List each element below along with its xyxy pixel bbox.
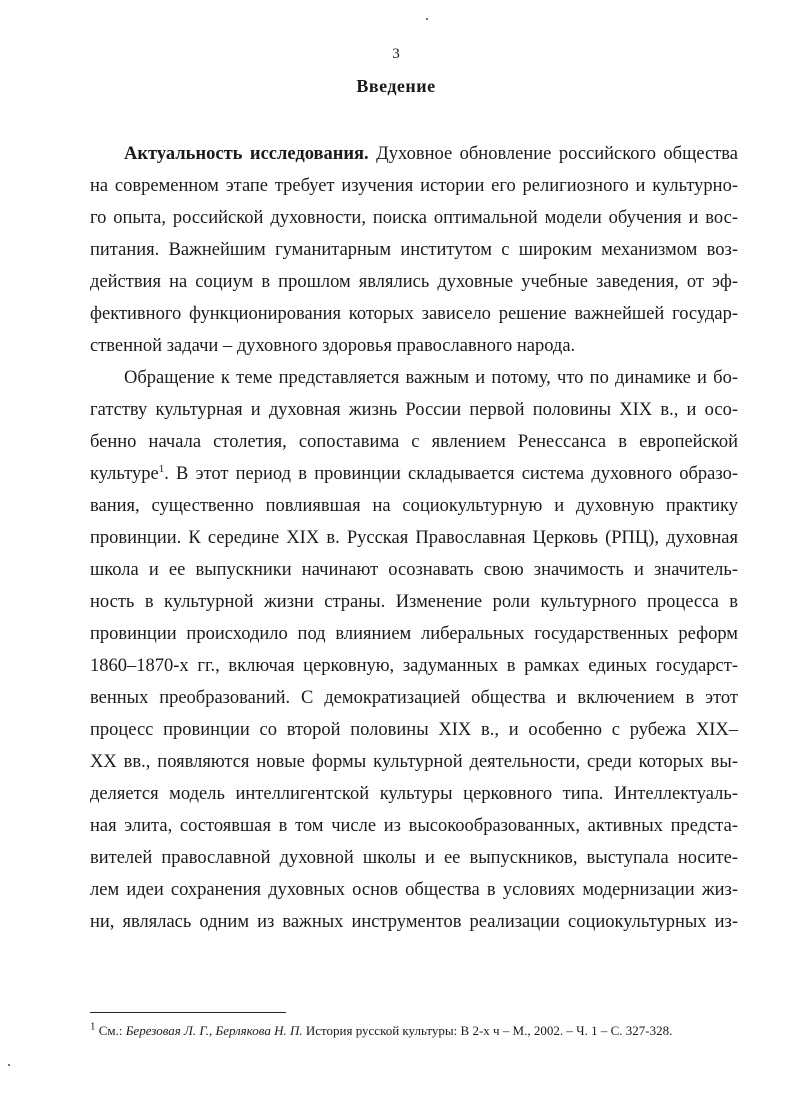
text-line: вителей православной духовной школы и ее выпускников, выступала носите-	[90, 848, 738, 868]
text-line: лем идеи сохранения духовных основ общества в условиях модернизации жиз-	[90, 880, 738, 900]
text-line: венных преобразований. С демократизацией общества и включением в этот	[90, 688, 738, 708]
text-line: ни, являлась одним из важных инструментов реализации социокультурных из-	[90, 912, 738, 932]
text-line: ственной задачи – духовного здоровья православного народа.	[90, 336, 576, 356]
footnote-reference[interactable]: 1	[158, 462, 165, 475]
text-line: бенно начала столетия, сопоставима с явлением Ренессанса в европейской	[90, 432, 738, 452]
text-line: 1860–1870-х гг., включая церковную, задуманных в рамках единых государст-	[90, 656, 738, 676]
text-line: фективного функционирования которых зависело решение важнейшей государ-	[90, 304, 738, 324]
text-line: школа и ее выпускники начинают осознавать свою значимость и значитель-	[90, 560, 738, 580]
text-fragment: . В этот период в провинции складывается система духовного образо-	[164, 464, 738, 484]
text-fragment: культуре	[90, 464, 159, 484]
footnote-prefix: См.:	[95, 1023, 126, 1038]
text-line: гатству культурная и духовная жизнь России первой половины XIX в., и осо-	[90, 400, 738, 420]
text-line: действия на социум в прошлом являлись духовные учебные заведения, от эф-	[90, 272, 738, 292]
text-line: ность в культурной жизни страны. Изменение роли культурного процесса в	[90, 592, 738, 612]
text-line: деляется модель интеллигентской культуры церковного типа. Интеллектуаль-	[90, 784, 738, 804]
footnote-citation: История русской культуры: В 2-х ч – М., 2002. – Ч. 1 – С. 327-328.	[302, 1023, 673, 1038]
lead-phrase: Актуальность исследования.	[124, 144, 369, 164]
scan-speck	[8, 1064, 10, 1066]
footnote-mark: 1	[90, 1020, 96, 1033]
scan-speck	[426, 18, 428, 20]
page-title: Введение	[356, 76, 436, 96]
text-line: процесс провинции со второй половины XIX в., и особенно с рубежа XIX–	[90, 720, 738, 740]
text-line: провинции. К середине XIX в. Русская Православная Церковь (РПЦ), духовная	[90, 528, 738, 548]
text-line: питания. Важнейшим гуманитарным институтом с широким механизмом воз-	[90, 240, 738, 260]
text-line: ная элита, состоявшая в том числе из высокообразованных, активных предста-	[90, 816, 738, 836]
text-line: Обращение к теме представляется важным и потому, что по динамике и бо-	[124, 368, 738, 388]
text-line	[124, 143, 738, 165]
page-number: 3	[392, 46, 400, 62]
footnote-divider	[90, 1012, 286, 1013]
text-line: го опыта, российской духовности, поиска оптимальной модели обучения и вос-	[90, 208, 738, 228]
text-line: вания, существенно повлиявшая на социокультурную и духовную практику	[90, 496, 738, 516]
footnote	[90, 1020, 673, 1039]
footnote-authors: Березовая Л. Г., Берлякова Н. П.	[125, 1023, 303, 1038]
text-line	[90, 463, 738, 485]
text-fragment: Духовное обновление российского общества	[368, 144, 738, 164]
text-line: провинции происходило под влиянием либеральных государственных реформ	[90, 624, 738, 644]
text-line: XX вв., появляются новые формы культурной деятельности, среди которых вы-	[90, 752, 738, 772]
text-line: на современном этапе требует изучения истории его религиозного и культурно-	[90, 176, 738, 196]
